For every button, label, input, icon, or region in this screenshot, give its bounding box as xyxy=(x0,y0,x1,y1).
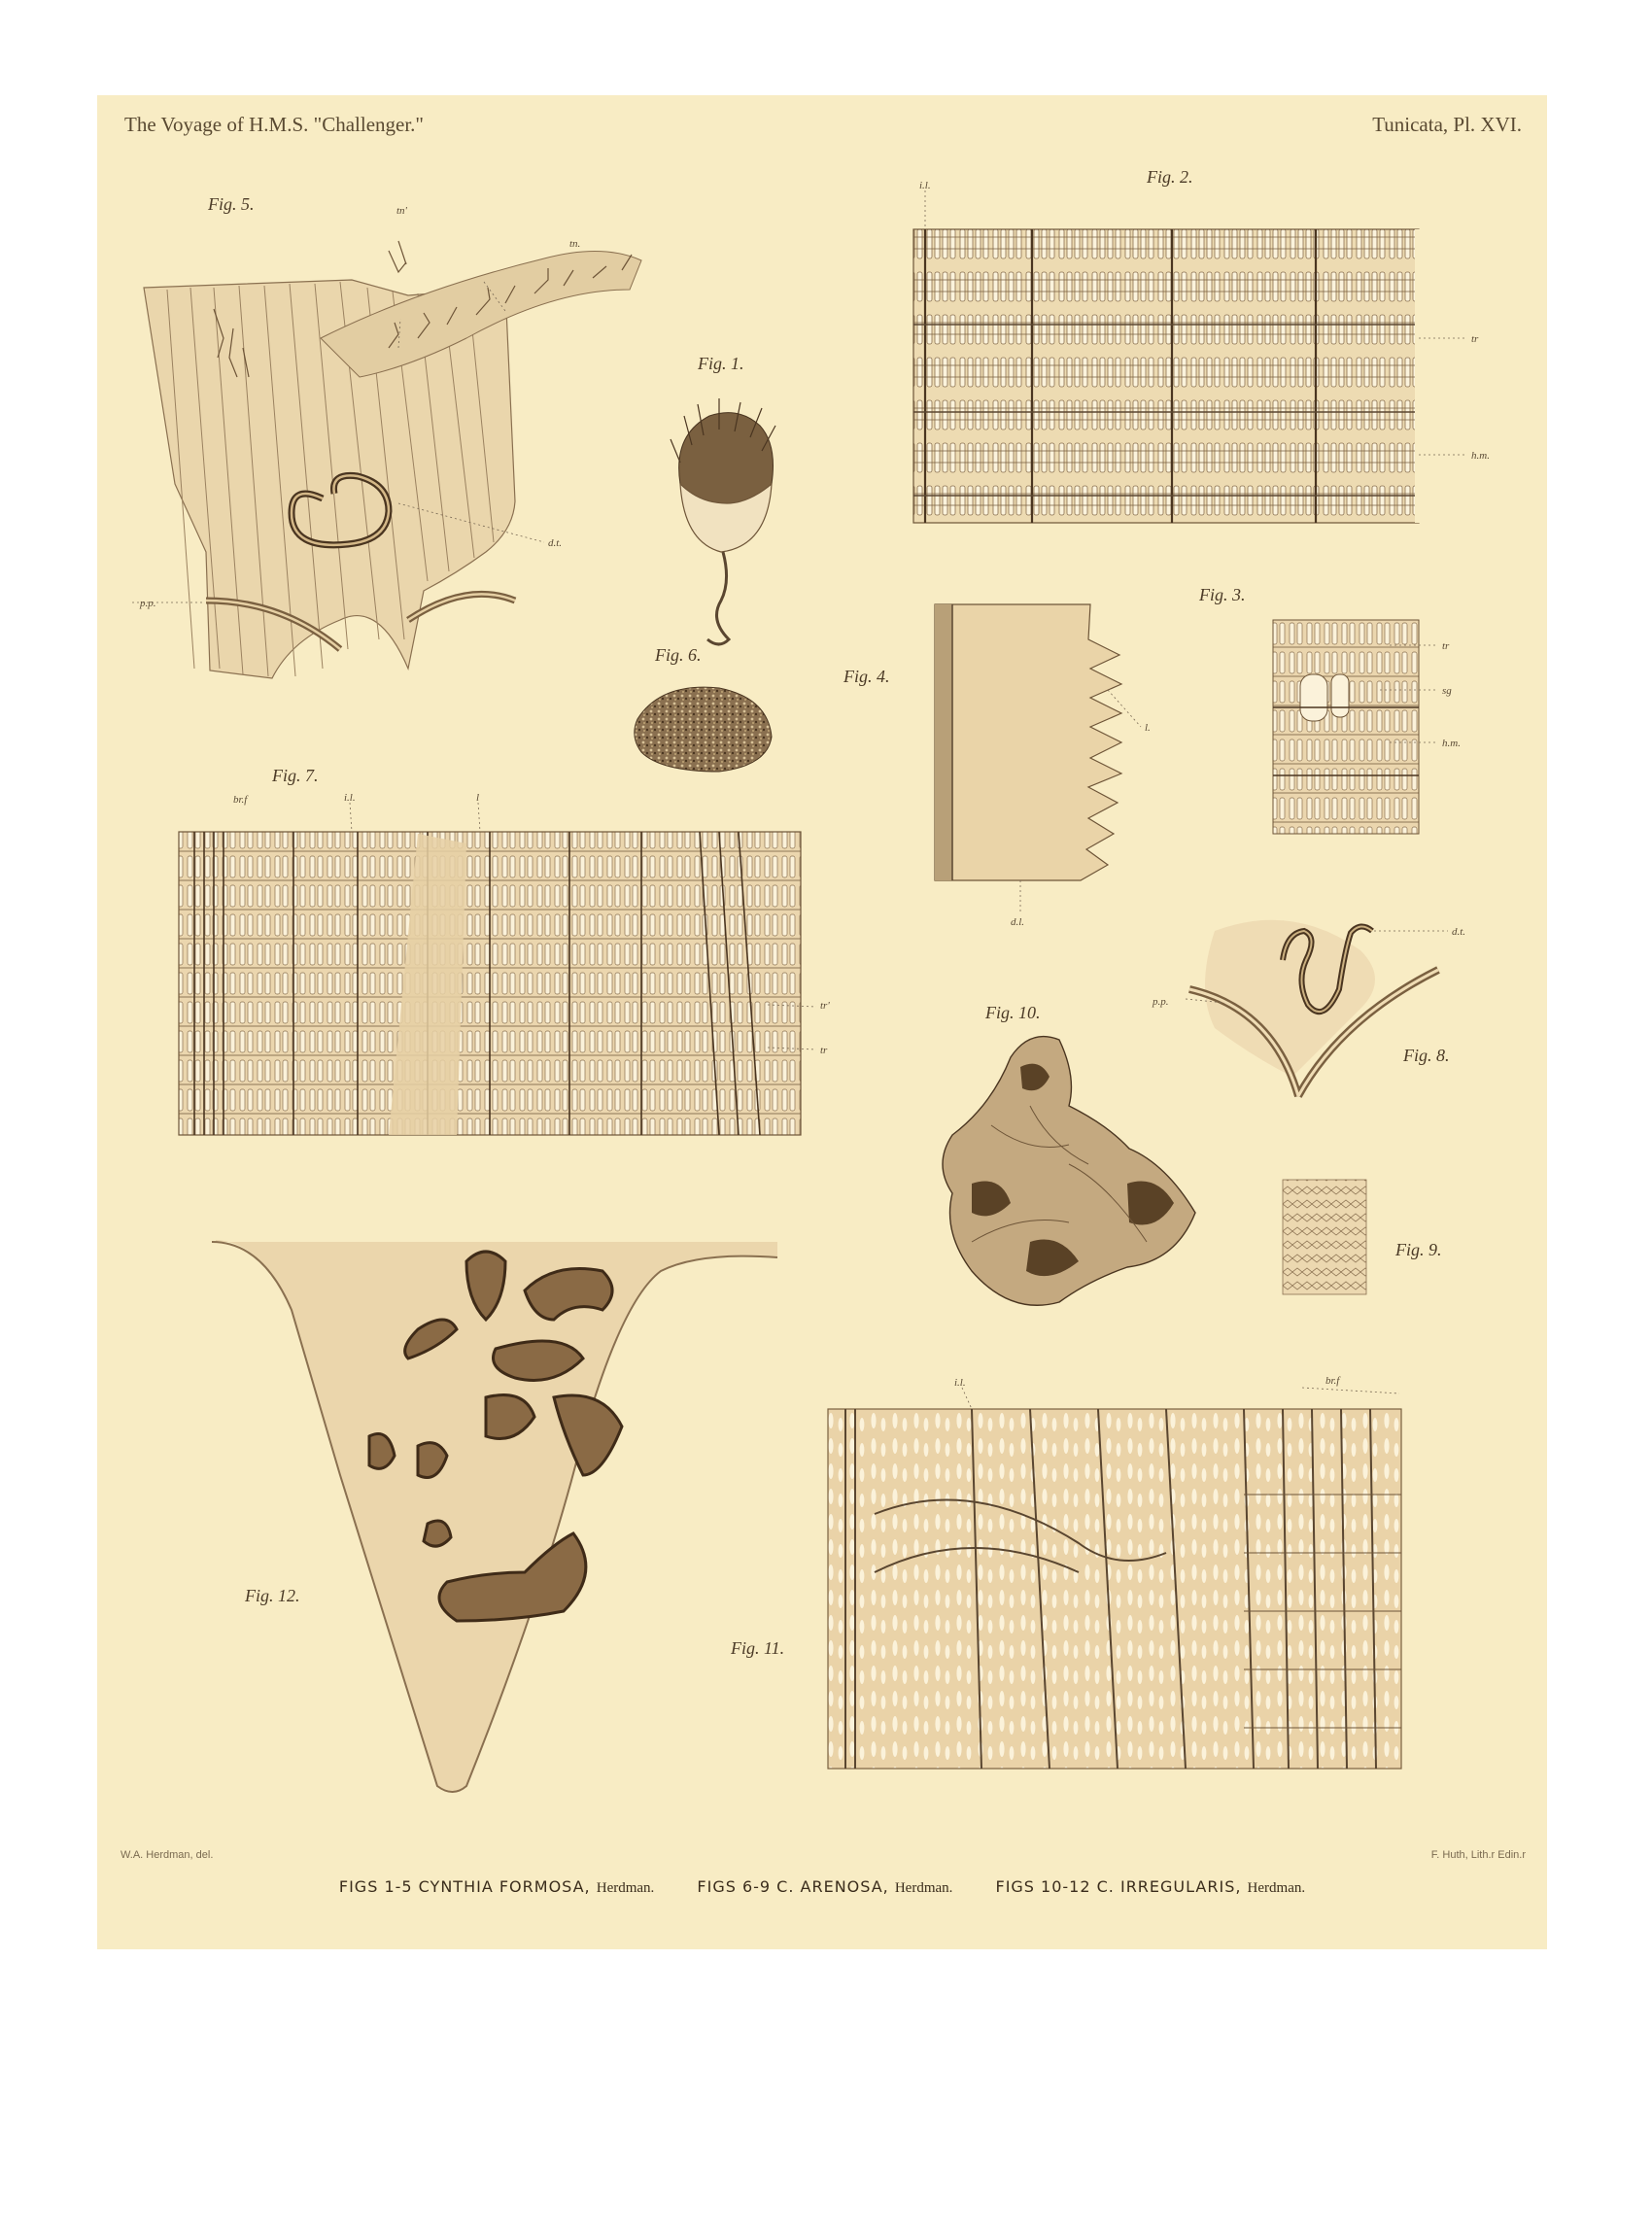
fig3-sg-label: sg xyxy=(1442,685,1452,697)
plate xyxy=(97,95,1547,1949)
fig5-dt-label: d.t. xyxy=(548,537,563,549)
fig7-l-label: l xyxy=(476,792,480,804)
fig2-tr-label: tr xyxy=(1471,333,1479,345)
fig5-tn-label: tn. xyxy=(569,238,581,250)
plate-illustrations xyxy=(97,95,1547,1949)
fig3-label: Fig. 3. xyxy=(1199,585,1246,604)
fig7-tr-prime-label: tr' xyxy=(820,1000,830,1012)
fig3-hm-label: h.m. xyxy=(1442,738,1461,749)
fig5-pp-label: p.p. xyxy=(140,598,156,609)
artist-credit: W.A. Herdman, del. xyxy=(120,1849,214,1861)
fig2-drawing xyxy=(913,229,1444,523)
header-left-title: The Voyage of H.M.S. "Challenger." xyxy=(124,113,424,136)
caption-author-1: Herdman. xyxy=(596,1880,655,1896)
fig10-drawing xyxy=(943,1037,1195,1306)
fig11-brf-label: br.f xyxy=(1325,1375,1340,1387)
fig7-il-label: i.l. xyxy=(344,792,356,804)
fig11-il-label: i.l. xyxy=(954,1377,966,1389)
fig2-hm-label: h.m. xyxy=(1471,450,1490,462)
fig12-drawing xyxy=(212,1240,777,1792)
fig2-il-label: i.l. xyxy=(919,180,931,191)
fig12-label: Fig. 12. xyxy=(245,1586,300,1605)
fig8-drawing xyxy=(1189,920,1438,1096)
fig4-drawing xyxy=(935,604,1121,880)
fig5-drawing xyxy=(132,241,641,678)
fig9-label: Fig. 9. xyxy=(1395,1240,1442,1259)
caption-species-3: FIGS 10-12 C. IRREGULARIS, xyxy=(995,1877,1242,1896)
header-right-title: Tunicata, Pl. XVI. xyxy=(1372,113,1522,136)
fig11-drawing xyxy=(828,1409,1401,1769)
fig7-tr-label: tr xyxy=(820,1045,828,1056)
fig5-label: Fig. 5. xyxy=(208,194,255,214)
fig7-label: Fig. 7. xyxy=(272,766,319,785)
fig5-tn-prime-label: tn' xyxy=(396,205,407,217)
caption-species-1: FIGS 1-5 CYNTHIA FORMOSA, xyxy=(338,1877,591,1896)
caption-species-2: FIGS 6-9 C. ARENOSA, xyxy=(697,1877,889,1896)
fig1-drawing xyxy=(671,398,775,644)
caption-author-3: Herdman. xyxy=(1247,1880,1306,1896)
fig3-drawing xyxy=(1273,620,1419,834)
fig11-label: Fig. 11. xyxy=(731,1638,785,1658)
fig8-dt-label: d.t. xyxy=(1452,926,1466,938)
plate-caption xyxy=(97,1877,1547,1897)
fig3-tr-label: tr xyxy=(1442,640,1450,652)
fig8-pp-label: p.p. xyxy=(1153,996,1169,1008)
fig10-label: Fig. 10. xyxy=(985,1003,1041,1022)
fig4-label: Fig. 4. xyxy=(843,667,890,686)
fig8-label: Fig. 8. xyxy=(1403,1046,1450,1065)
fig2-label: Fig. 2. xyxy=(1147,167,1193,187)
fig9-drawing xyxy=(1283,1180,1366,1294)
fig6-label: Fig. 6. xyxy=(655,645,702,665)
fig7-brf-label: br.f xyxy=(233,794,248,806)
fig4-l-label: l. xyxy=(1145,722,1151,734)
fig7-drawing xyxy=(179,832,801,1135)
caption-author-2: Herdman. xyxy=(894,1880,953,1896)
lithographer-credit: F. Huth, Lith.r Edin.r xyxy=(1430,1849,1526,1861)
fig6-drawing xyxy=(635,687,772,772)
fig1-label: Fig. 1. xyxy=(698,354,744,373)
fig4-dl-label: d.l. xyxy=(1011,916,1025,928)
